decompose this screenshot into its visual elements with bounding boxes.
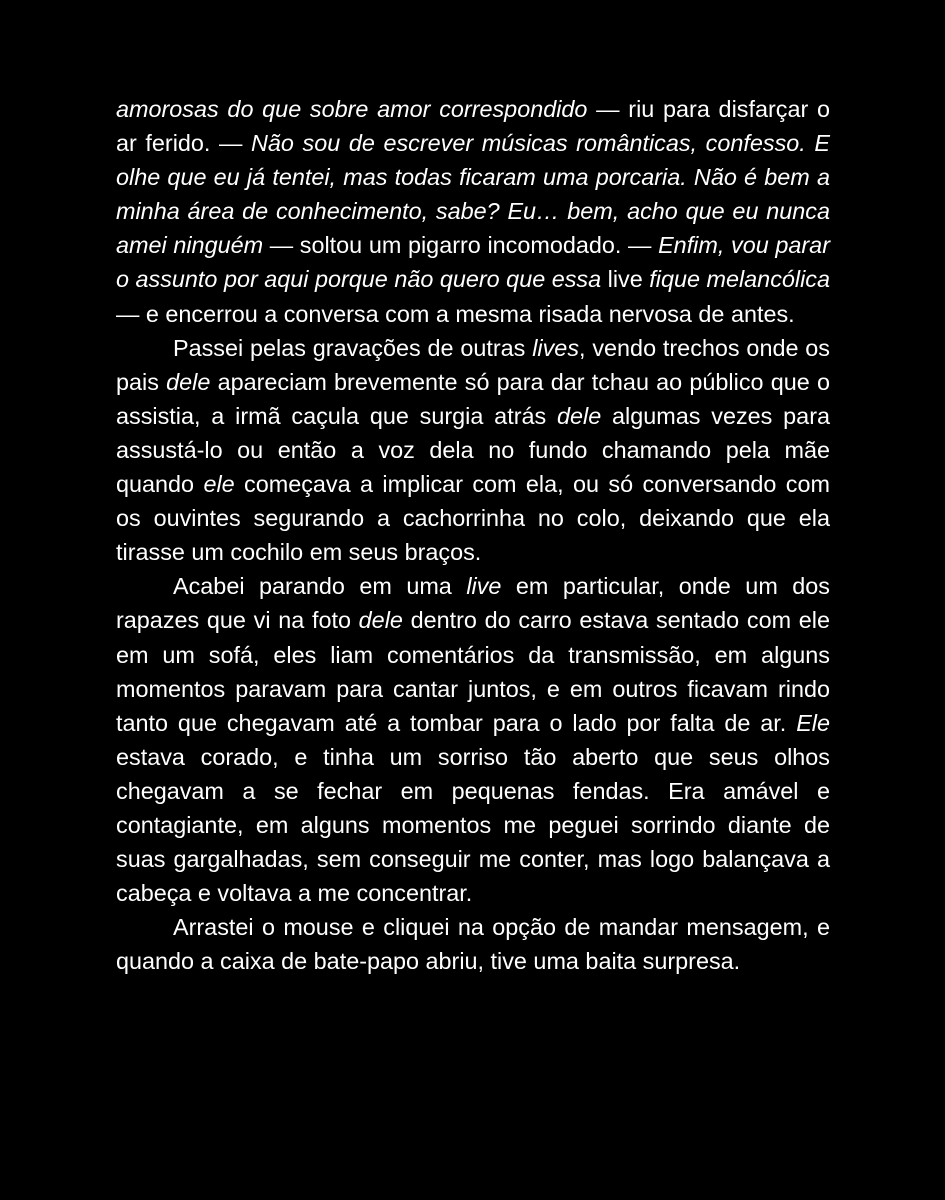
text-run: dele	[557, 402, 602, 429]
text-run: — soltou um pigarro incomodado. —	[263, 232, 659, 259]
text-run: , vendo trechos onde os pais	[116, 334, 830, 395]
paragraph-3	[116, 569, 830, 910]
text-run: Ele	[796, 709, 830, 736]
text-run: Arrastei o mouse e cliquei na opção de mandar mensagem, e quando a caixa de bate-papo abriu, tive uma baita surpresa.	[116, 914, 830, 975]
text-run: dele	[358, 607, 403, 634]
text-run: estava corado, e tinha um sorriso tão aberto que seus olhos chegavam a se fechar em pequenas fendas. Era amável e contagiante, em alguns momentos me peguei sorrindo diante de suas gargalhadas, sem conseguir me conter, mas logo balançava a cabeça e voltava a me concentrar.	[116, 743, 830, 907]
text-run: — riu para disfarçar o ar ferido. —	[116, 96, 830, 157]
text-run: Não sou de escrever músicas românticas, confesso. E olhe que eu já tentei, mas todas ficaram uma porcaria. Não é bem a minha área de conhecimento, sabe? Eu… bem, acho que eu nunca amei ninguém	[116, 130, 830, 259]
text-run: algumas vezes para assustá-lo ou então a voz dela no fundo chamando pela mãe quando	[116, 402, 830, 498]
text-run: lives	[532, 334, 580, 361]
text-run: amorosas do que sobre amor correspondido	[116, 96, 588, 122]
paragraph-2	[116, 331, 830, 570]
text-run: live	[607, 266, 643, 293]
page-text	[116, 92, 830, 978]
text-run: em particular, onde um dos rapazes que vi na foto	[116, 573, 830, 634]
text-run: live	[466, 573, 502, 600]
text-run: começava a implicar com ela, ou só conversando com os ouvintes segurando a cachorrinha no colo, deixando que ela tirasse um cochilo em seus braços.	[116, 471, 830, 566]
text-run: Passei pelas gravações de outras	[173, 334, 533, 361]
text-run: Acabei parando em uma	[173, 573, 467, 600]
text-run: fique melancólica	[642, 266, 830, 293]
text-run: dentro do carro estava sentado com ele em um sofá, eles liam comentários da transmissão, em alguns momentos paravam para cantar juntos, e em outros ficavam rindo tanto que chegavam até a tombar para o lado por falta de ar.	[116, 607, 830, 736]
text-run: Enfim, vou parar o assunto por aqui porque não quero que essa	[116, 232, 830, 293]
text-run: apareciam brevemente só para dar tchau ao público que o assistia, a irmã caçula que surgia atrás	[116, 368, 830, 429]
paragraph-4	[116, 910, 830, 978]
paragraph-1	[116, 92, 830, 331]
text-run: ele	[203, 471, 235, 498]
text-run: dele	[166, 368, 211, 395]
text-run: — e encerrou a conversa com a mesma risada nervosa de antes.	[116, 300, 795, 327]
